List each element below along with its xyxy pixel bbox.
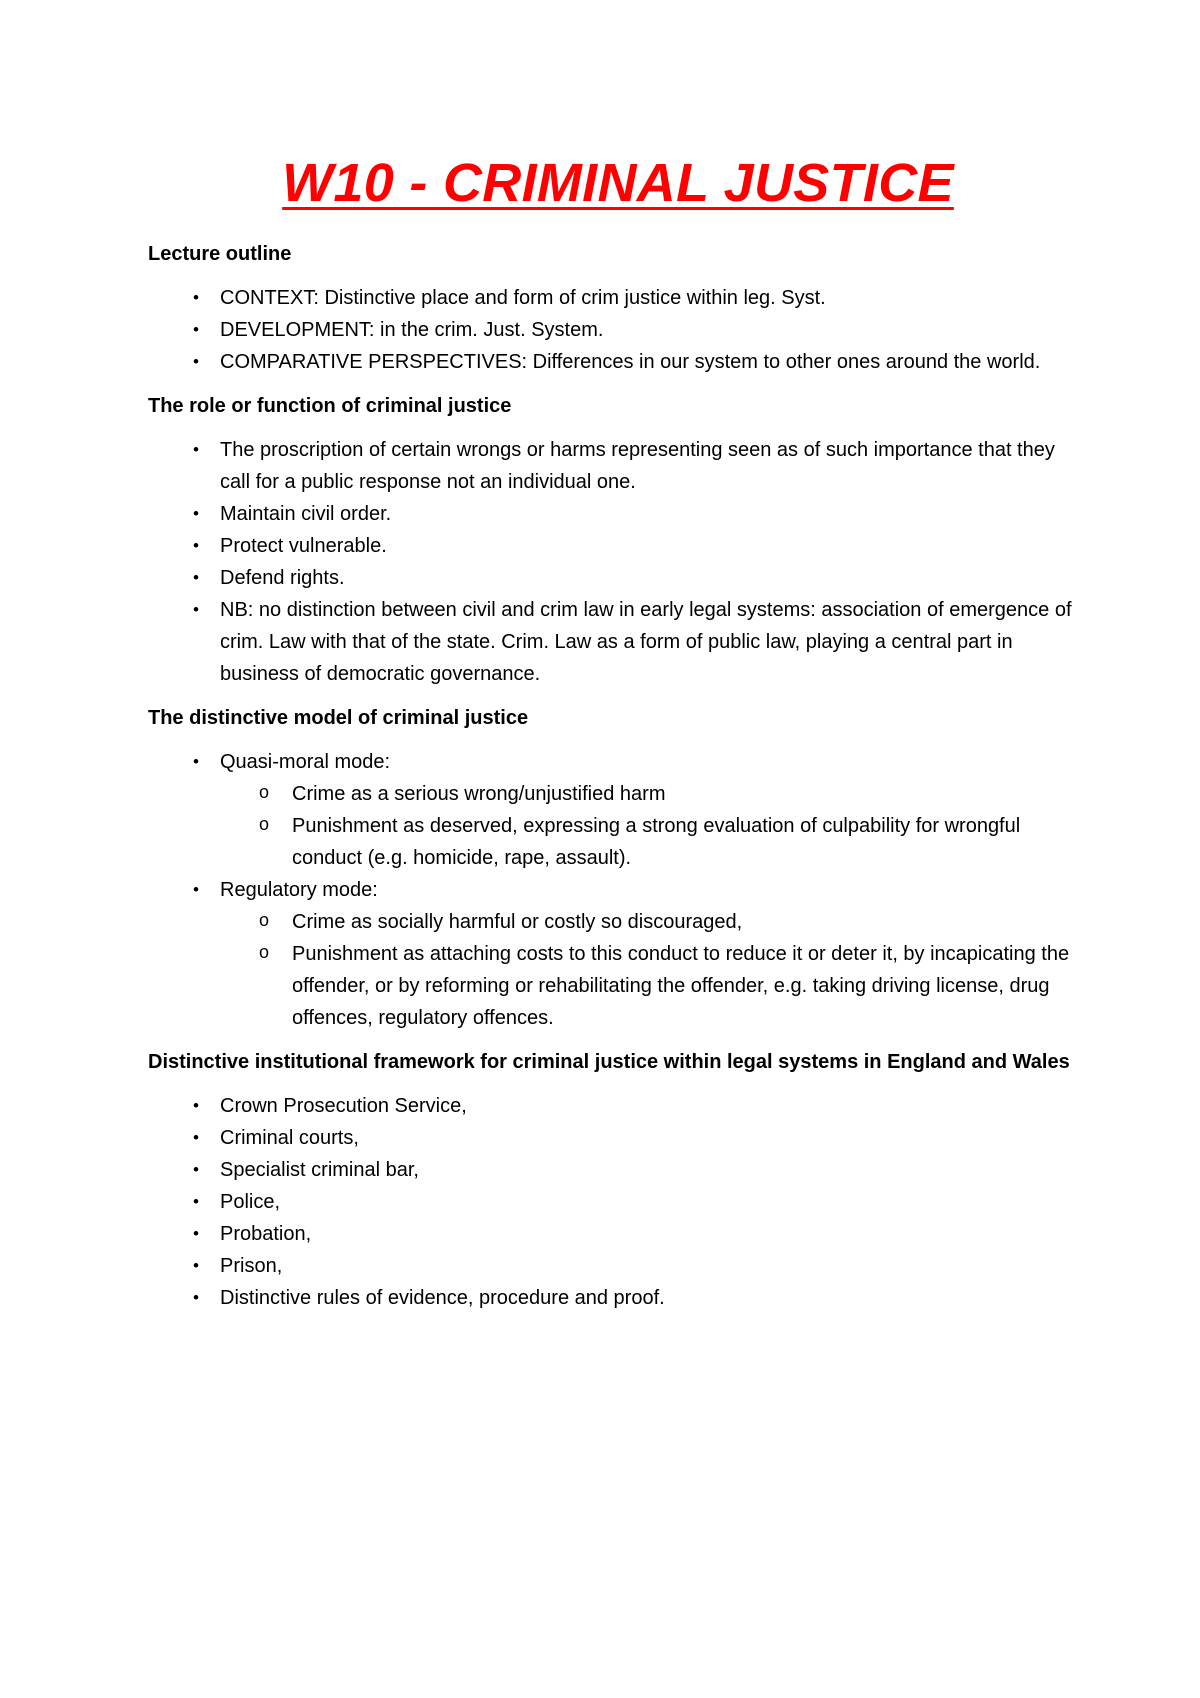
section-lecture-outline — [148, 238, 1088, 378]
bullet-list — [148, 1090, 1088, 1314]
sub-list-item-text: Punishment as attaching costs to this conduct to reduce it or deter it, by incapicating the offender, or by reforming or rehabilitating the offender, e.g. taking driving license, drug offences, regulatory offences. — [292, 943, 1070, 1029]
bullet-icon: • — [193, 1096, 199, 1115]
bullet-icon: • — [193, 880, 199, 899]
sub-list-item-text: Punishment as deserved, expressing a strong evaluation of culpability for wrongful conduct (e.g. homicide, rape, assault). — [292, 815, 1021, 869]
list-item-text: COMPARATIVE PERSPECTIVES: Differences in our system to other ones around the world. — [220, 351, 1041, 373]
list-item-text: NB: no distinction between civil and crim law in early legal systems: association of emergence of crim. Law with that of the state. Crim. Law as a form of public law, playing a central part in business of democratic governance. — [220, 599, 1072, 685]
bullet-icon: • — [193, 1192, 199, 1211]
list-item-text: Regulatory mode: — [220, 879, 378, 901]
list-item — [148, 530, 1088, 562]
list-item-text: Defend rights. — [220, 567, 345, 589]
bullet-icon: • — [193, 320, 199, 339]
list-item-text: Distinctive rules of evidence, procedure and proof. — [220, 1287, 665, 1309]
list-item — [148, 746, 1088, 874]
list-item-text: Criminal courts, — [220, 1127, 359, 1149]
circle-bullet-icon: o — [258, 944, 270, 964]
list-item-text: Specialist criminal bar, — [220, 1159, 419, 1181]
list-item — [148, 346, 1088, 378]
list-item — [148, 1282, 1088, 1314]
list-item — [148, 1154, 1088, 1186]
list-item — [148, 1218, 1088, 1250]
section-heading: The distinctive model of criminal justice — [148, 707, 529, 729]
section-role-function — [148, 390, 1088, 690]
bullet-list — [148, 434, 1088, 690]
list-item-text: The proscription of certain wrongs or harms representing seen as of such importance that they call for a public response not an individual one. — [220, 439, 1055, 493]
circle-bullet-icon: o — [258, 784, 270, 804]
bullet-icon: • — [193, 1256, 199, 1275]
circle-bullet-icon: o — [258, 816, 270, 836]
document-body — [148, 150, 1088, 1326]
list-item-text: Crown Prosecution Service, — [220, 1095, 467, 1117]
list-item-text: Maintain civil order. — [220, 503, 392, 525]
list-item — [148, 498, 1088, 530]
page-title: W10 - CRIMINAL JUSTICE — [282, 153, 954, 213]
section-distinctive-model — [148, 702, 1088, 1034]
list-item — [148, 282, 1088, 314]
list-item — [148, 1090, 1088, 1122]
bullet-icon: • — [193, 504, 199, 523]
bullet-icon: • — [193, 752, 199, 771]
list-item-text: DEVELOPMENT: in the crim. Just. System. — [220, 319, 604, 341]
sub-list-item-text: Crime as socially harmful or costly so discouraged, — [292, 911, 743, 933]
sub-list-item — [220, 810, 1088, 874]
sub-bullet-list — [220, 778, 1088, 874]
bullet-icon: • — [193, 600, 199, 619]
section-heading: The role or function of criminal justice — [148, 395, 512, 417]
list-item — [148, 1186, 1088, 1218]
list-item-text: Police, — [220, 1191, 281, 1213]
list-item-text: Prison, — [220, 1255, 283, 1277]
sub-list-item — [220, 778, 1088, 810]
bullet-list — [148, 282, 1088, 378]
circle-bullet-icon: o — [258, 912, 270, 932]
section-heading: Distinctive institutional framework for criminal justice within legal systems in England and Wales — [148, 1051, 1070, 1073]
list-item — [148, 1250, 1088, 1282]
sub-list-item-text: Crime as a serious wrong/unjustified harm — [292, 783, 666, 805]
sub-list-item — [220, 906, 1088, 938]
list-item-text: Quasi-moral mode: — [220, 751, 391, 773]
bullet-icon: • — [193, 352, 199, 371]
section-institutional-framework — [148, 1046, 1088, 1314]
list-item — [148, 594, 1088, 690]
section-heading: Lecture outline — [148, 243, 292, 265]
bullet-icon: • — [193, 1160, 199, 1179]
bullet-icon: • — [193, 1288, 199, 1307]
bullet-icon: • — [193, 536, 199, 555]
list-item-text: CONTEXT: Distinctive place and form of crim justice within leg. Syst. — [220, 287, 826, 309]
list-item-text: Protect vulnerable. — [220, 535, 387, 557]
list-item — [148, 562, 1088, 594]
bullet-icon: • — [193, 440, 199, 459]
bullet-icon: • — [193, 1128, 199, 1147]
list-item — [148, 1122, 1088, 1154]
list-item — [148, 434, 1088, 498]
bullet-icon: • — [193, 568, 199, 587]
list-item-text: Probation, — [220, 1223, 312, 1245]
bullet-icon: • — [193, 288, 199, 307]
bullet-list — [148, 746, 1088, 1034]
sub-bullet-list — [220, 906, 1088, 1034]
list-item — [148, 874, 1088, 1034]
bullet-icon: • — [193, 1224, 199, 1243]
list-item — [148, 314, 1088, 346]
sub-list-item — [220, 938, 1088, 1034]
